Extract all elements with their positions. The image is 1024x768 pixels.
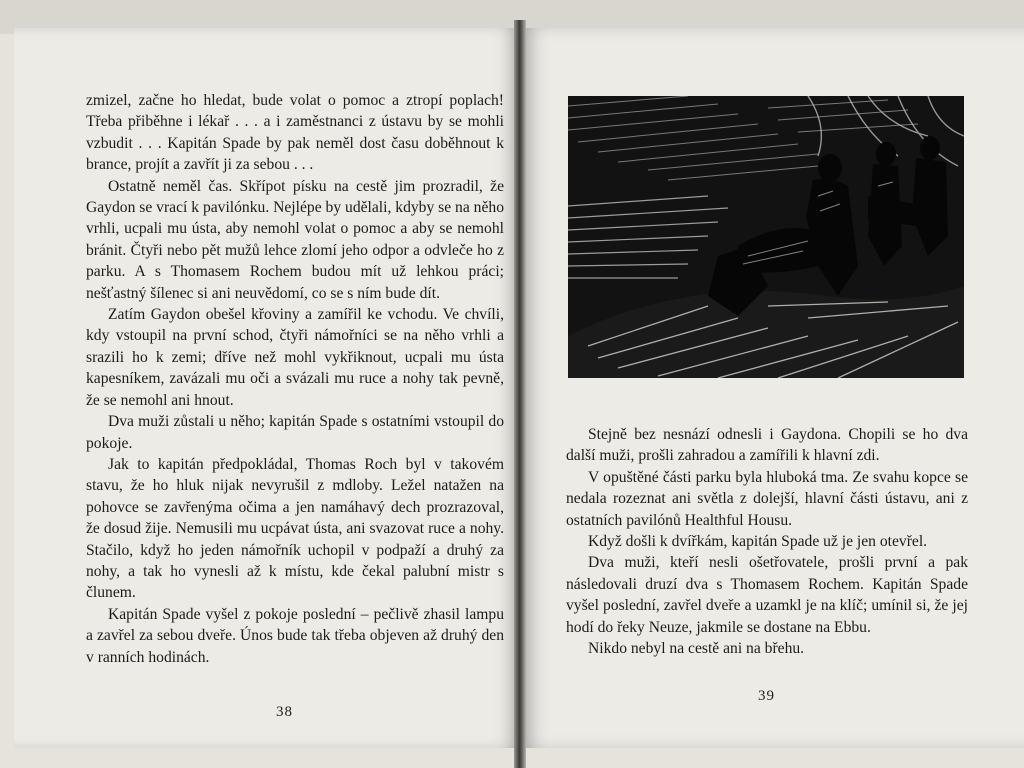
paragraph: Nikdo nebyl na cestě ani na břehu. <box>588 640 805 658</box>
page-number: 39 <box>758 688 775 704</box>
paragraph: Dva muži zůstali u něho; kapitán Spade s ostatními vstoupil do pokoje. <box>86 413 504 452</box>
paragraph: Stejně bez nesnází odnesli i Gaydona. Chopili se ho dva další muži, prošli zahradou a zamířili k hlavní zdi. <box>566 426 968 465</box>
paragraph: Dva muži, kteří nesli ošetřovatele, prošli první a pak následovali druzí dva s Thomasem Rochem. Kapitán Spade vyšel poslední, zavřel dveře a uzamkl je na klíč; umínil si, že jej hodí do řeky Neuze, jakmile se dostane na Ebbu. <box>566 554 968 636</box>
book-gutter <box>514 20 526 768</box>
left-page-text <box>86 90 504 668</box>
paragraph: Ostatně neměl čas. Skřípot písku na cestě jim prozradil, že Gaydon se vrací k pavilónku. Nejlépe by udělali, kdyby se na něho vrhli, ucpali mu ústa, aby nemohl volat o pomoc a aby se nemohl bránit. Čtyři nebo pět mužů lehce zlomí jeho odpor a odvleče ho z parku. A s Thomasem Rochem budou mít už lehkou práci; nešťastný šílenec si ani neuvědomí, co se s ním bude dít. <box>86 177 504 302</box>
left-page <box>14 28 520 748</box>
woodcut-illustration <box>568 96 964 378</box>
paragraph: Když došli k dvířkám, kapitán Spade už je jen otevřel. <box>588 533 928 551</box>
right-page <box>520 28 1024 748</box>
page-number: 38 <box>276 704 293 720</box>
illustration-image <box>568 96 964 378</box>
paragraph: Kapitán Spade vyšel z pokoje poslední – pečlivě zhasil lampu a zavřel za sebou dveře. Únos bude tak třeba objeven až druhý den v ranních hodinách. <box>86 605 504 666</box>
paragraph: zmizel, začne ho hledat, bude volat o pomoc a ztropí poplach! Třeba přiběhne i lékař . . . a i zaměstnanci z ústavu by se mohli vzbudit . . . Kapitán Spade by pak neměl dost času doběhnout k brance, projít a zavřít ji za sebou . . . <box>86 92 504 174</box>
paragraph: V opuštěné části parku byla hluboká tma. Ze svahu kopce se nedala rozeznat ani světla z dolejší, hlavní části ústavu, ani z ostatních pavilónů Healthful Housu. <box>566 468 968 529</box>
paragraph: Zatím Gaydon obešel křoviny a zamířil ke vchodu. Ve chvíli, kdy vstoupil na první schod, čtyři námořníci se na něho vrhli a srazili ho k zemi; dříve než mohl vykřiknout, ucpali mu ústa kapesníkem, zavázali mu oči a svázali mu ruce a nohy tak pevně, že se nemohl ani hnout. <box>86 306 504 409</box>
right-page-text <box>566 424 968 659</box>
paragraph: Jak to kapitán předpokládal, Thomas Roch byl v takovém stavu, že ho hluk nijak nevyrušil z mdloby. Ležel natažen na pohovce se zavřenýma očima a jen namáhavý dech prozrazoval, že dosud žije. Nemusili mu ucpávat ústa, ani svazovat ruce a nohy. Stačilo, když ho jeden námořník uchopil v podpaží a druhý za nohy, a tak ho vynesli až k místu, kde čekal palubní mistr s člunem. <box>86 455 504 602</box>
